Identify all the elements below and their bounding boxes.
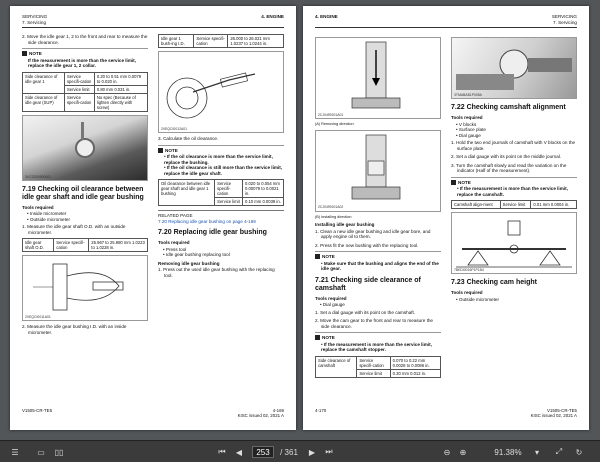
step-text: 2. Set a dial gauge with its point on the middle journal. <box>451 154 562 160</box>
table-cell: Service limit <box>64 85 94 93</box>
tool-item: • V blocks <box>456 121 477 127</box>
step-text: 1. Clean a new idle gear bushing and idle gear bore, and apply engine oil to them. <box>315 228 431 240</box>
step-text: 3. Turn the camshaft slowly and read the variation on the indicator (Half of the measurement). <box>451 162 567 174</box>
note-line: If the oil clearance is more than the service limit, replace the bushing. <box>164 154 273 165</box>
figure-legend: (B) Installing direction <box>315 214 352 219</box>
related-page-link[interactable]: 7.20 Replacing idle gear bushing on page 4-169 <box>158 218 256 224</box>
tool-item: • Press tool <box>163 246 187 252</box>
note-label: NOTE <box>165 147 178 153</box>
spec-table <box>451 200 577 209</box>
installing-diagram <box>315 130 441 212</box>
chevron-down-icon[interactable]: ▾ <box>534 447 539 457</box>
subsection-title: Removing idle gear bushing <box>158 260 220 266</box>
note-box <box>22 48 148 69</box>
left-column <box>315 34 441 381</box>
gauge-stand <box>81 122 84 140</box>
tool-item: • Inside micrometer <box>27 211 67 217</box>
left-column <box>22 34 148 338</box>
subsection-title: Installing idle gear bushing <box>315 222 375 228</box>
section-title-7-19: 7.19 Checking oil clearance between idle gear shaft and idle gear bushing <box>22 185 144 201</box>
table-cell: 0.10 mm 0.0039 in. <box>242 198 283 206</box>
table-cell: 0.070 to 0.22 mm 0.0028 to 0.0086 in. <box>390 356 440 369</box>
camshaft-photo <box>451 37 577 99</box>
right-column <box>451 34 577 302</box>
table-cell: 0.80 mm 0.031 in. <box>94 85 147 93</box>
spec-table <box>158 34 284 48</box>
step-text: 3. Calculate the oil clearance. <box>158 136 219 142</box>
next-page-button[interactable]: ▶ <box>308 447 316 457</box>
table-cell: 0.01 mm 0.0004 in. <box>531 201 577 209</box>
note-line: Make sure that the bushing and aligns the end of the idle gear. <box>321 260 439 272</box>
note-text: • If the oil clearance is more than the service limit, replace the bushing. <box>164 154 273 165</box>
sidebar-toggle-button[interactable]: ☰ <box>11 447 19 457</box>
tool-name: Inside micrometer <box>29 211 67 217</box>
tools-required-label: Tools required <box>158 240 190 246</box>
spec-table <box>22 72 148 112</box>
last-page-button[interactable]: ⏭ <box>325 447 333 456</box>
table-cell: Side clearance of idle gear (SUP) <box>23 93 65 111</box>
table-cell: 0.020 to 0.054 mm 0.00079 to 0.0021 in. <box>242 180 283 198</box>
section-title-7-20: 7.20 Replacing idle gear bushing <box>158 229 267 237</box>
photo-caption: 2CJ0499201A01 <box>318 112 344 117</box>
zoom-in-icon[interactable]: ⊕ <box>459 447 467 457</box>
micrometer-shaft-illustration <box>23 256 147 320</box>
press-tool-illustration <box>316 131 440 211</box>
tool-name: Press tool <box>165 246 187 252</box>
note-text: • If the measurement is more than the service limit, replace the camshaft. <box>457 186 568 197</box>
header-servicing: SERVICING <box>22 14 48 19</box>
note-box <box>158 145 284 177</box>
page-170 <box>303 6 589 430</box>
v-block-camshaft-illustration <box>452 213 576 273</box>
table-cell: Side clearance of camshaft <box>316 356 357 377</box>
table-cell: 0.30 mm 0.012 in. <box>390 369 440 377</box>
photo-caption: 3TMABAB1P005A <box>454 92 482 97</box>
photo-caption: 2VEQCI0011A01 <box>25 315 51 320</box>
note-icon <box>451 180 456 185</box>
note-icon <box>315 254 320 259</box>
figure-legend: (A) Removing direction <box>315 122 354 126</box>
tool-name: Dial gauge <box>322 302 345 308</box>
tool-name: V blocks <box>458 121 477 127</box>
footer-issue: KISC issued 02, 2021 A <box>530 413 577 419</box>
tool-item: • Outside micrometer <box>27 216 70 222</box>
total-pages: / 361 <box>280 447 298 457</box>
spec-table <box>315 356 441 378</box>
press-tool-illustration <box>316 38 440 118</box>
note-text: • Make sure that the bushing and aligns the end of the idle gear. <box>321 260 439 272</box>
tools-required-label: Tools required <box>22 204 54 210</box>
note-box <box>451 177 577 198</box>
related-label: RELATED PAGE <box>158 213 193 219</box>
photo-caption: 3VCD300900401 <box>25 174 52 179</box>
single-page-view-icon[interactable]: ▭ <box>37 447 45 457</box>
tool-name: Dial gauge <box>458 132 481 138</box>
tool-name: Outside micrometer <box>458 296 499 302</box>
header-subsection: 7. Servicing <box>22 19 47 25</box>
spec-table <box>22 238 148 252</box>
related-page <box>158 210 284 224</box>
header-chapter: 4. ENGINE <box>315 14 338 19</box>
step-text: 1. Measure the idle gear shaft O.D. with an outside micrometer. <box>22 224 126 235</box>
table-cell: Service specifi-cation <box>194 35 228 48</box>
table-cell: Idle gear shaft O.D. <box>23 239 54 252</box>
page-footer <box>315 408 577 420</box>
inside-micrometer-illustration <box>159 52 283 132</box>
removing-diagram <box>315 37 441 119</box>
table-cell: Side clearance of idle gear 1 <box>23 72 65 93</box>
note-label: NOTE <box>322 335 335 341</box>
table-cell: Service specifi-cation <box>54 239 89 252</box>
table-cell: Service specifi-cation <box>215 180 243 198</box>
note-label: NOTE <box>458 179 471 185</box>
camshaft-dial-gauge-illustration <box>452 38 576 98</box>
tool-name: Idle gear bushing replacing tool <box>165 252 230 258</box>
note-box <box>315 332 441 353</box>
prev-page-button[interactable]: ◀ <box>235 447 243 457</box>
page-number-input[interactable]: 253 <box>252 446 274 458</box>
fit-page-icon[interactable]: ⤢ <box>555 447 563 456</box>
note-text: • If the measurement is more than the service limit, replace the camshaft stopper. <box>321 341 432 353</box>
table-cell: Oil clearance between idle gear shaft and idle gear 1 bushing <box>159 180 215 206</box>
bushing-diagram <box>158 51 284 133</box>
note-label: NOTE <box>322 254 335 260</box>
section-title-7-23: 7.23 Checking cam height <box>451 279 537 287</box>
table-cell: Camshaft align-ment <box>452 201 501 209</box>
dial-gauge-icon <box>75 138 95 158</box>
step-text: 2. Move the cam gear to the front and rear to measure the side clearance. <box>315 318 433 329</box>
two-page-view-icon[interactable]: ▯▯ <box>54 447 64 457</box>
page-header <box>22 14 284 28</box>
viewer-toolbar <box>0 440 600 462</box>
table-cell: Service specifi-cation <box>64 72 94 85</box>
note-line: If the measurement is more than the service limit, replace the camshaft. <box>457 186 568 197</box>
note-text: If the measurement is more than the service limit, replace the idle gear 1, 2 collar. <box>28 57 136 68</box>
header-servicing: SERVICING <box>551 14 577 19</box>
footer-model: V1505-CR-TE5 <box>22 408 53 413</box>
table-cell: Idle gear 1 bush-ing I.D. <box>159 35 194 48</box>
tool-item: • Outside micrometer <box>456 296 499 302</box>
footer-model: V1505-CR-TE5 <box>546 408 577 413</box>
rotate-icon[interactable]: ↻ <box>575 447 583 457</box>
table-cell: Service limit <box>500 201 531 209</box>
alignment-diagram <box>451 212 577 274</box>
zoom-level[interactable]: 91.38% <box>494 447 522 457</box>
table-cell: 25.967 to 25.980 mm 1.0223 to 1.0228 in. <box>89 239 148 252</box>
header-subsection: 7. Servicing <box>552 19 577 25</box>
engine-photo <box>22 115 148 181</box>
table-cell: 0.20 to 0.51 mm 0.0079 to 0.020 in. <box>94 72 147 85</box>
page-header <box>315 14 577 28</box>
step-text: 1. Hold the two end journals of camshaft with V blocks on the surface plate. <box>451 140 576 151</box>
tool-item: • Dial gauge <box>320 302 345 308</box>
step-text: 2. Measure the idle gear bushing I.D. with an inside micrometer. <box>22 324 127 335</box>
section-title-7-21: 7.21 Checking side clearance of camshaft <box>315 276 421 292</box>
tools-required-label: Tools required <box>451 115 483 121</box>
footer-page-number: 4-170 <box>315 408 327 413</box>
footer-issue: KISC issued 02, 2021 A <box>237 413 284 419</box>
table-cell: 26.000 to 26.021 mm 1.0237 to 1.0244 in. <box>228 35 284 48</box>
note-line: If the measurement is more than the service limit, replace the camshaft stopper. <box>321 341 432 353</box>
note-icon <box>158 148 163 153</box>
photo-caption: 2VEQCI0012A01 <box>161 126 188 131</box>
right-column <box>158 34 284 281</box>
first-page-button[interactable]: ⏮ <box>218 447 226 456</box>
tools-required-label: Tools required <box>451 290 483 296</box>
table-cell: Service specifi-cation <box>357 356 390 369</box>
tool-item: • Surface plate <box>456 127 486 133</box>
note-line: If the oil clearance is still more than the service limit, replace the idle gear shaft. <box>164 165 283 176</box>
step-text: 1. Press out the used idle gear bushing with the replacing tool. <box>158 267 275 278</box>
tool-item: • Idle gear bushing replacing tool <box>163 252 230 258</box>
shaft-diagram <box>22 255 148 321</box>
note-label: NOTE <box>29 51 42 56</box>
note-icon <box>22 51 27 56</box>
tool-name: Surface plate <box>458 127 486 133</box>
table-cell: Service specifi-cation <box>64 93 94 111</box>
step-text: 2. Move the idle gear 1, 2 to the front and rear to measure the side clearance. <box>22 34 148 45</box>
header-chapter: 4. ENGINE <box>261 14 284 19</box>
page-169 <box>10 6 296 430</box>
tool-item: • Dial gauge <box>456 132 481 138</box>
page-footer <box>22 408 284 420</box>
photo-caption: 7BEDI0016P1P1B4 <box>454 268 484 272</box>
table-cell: No spec (Because of lighten directly with screw) <box>94 93 147 111</box>
spec-table <box>158 179 284 206</box>
section-title-7-22: 7.22 Checking camshaft alignment <box>451 104 566 111</box>
table-cell: Service limit <box>357 369 390 377</box>
zoom-out-icon[interactable]: ⊖ <box>443 447 451 457</box>
table-cell: Service limit <box>215 198 243 206</box>
footer-page-number: 4-169 <box>272 408 284 413</box>
note-box <box>315 251 441 272</box>
note-icon <box>315 335 320 340</box>
step-text: 1. Set a dial gauge with its point on the camshaft. <box>315 309 416 315</box>
tool-name: Outside micrometer <box>29 216 70 222</box>
step-text: 2. Press fit the new bushing with the replacing tool. <box>315 242 419 248</box>
note-text: • If the oil clearance is still more than the service limit, replace the idle gear shaft. <box>164 165 283 176</box>
tools-required-label: Tools required <box>315 295 347 301</box>
photo-caption: 2CJ0499201A02 <box>318 205 344 210</box>
